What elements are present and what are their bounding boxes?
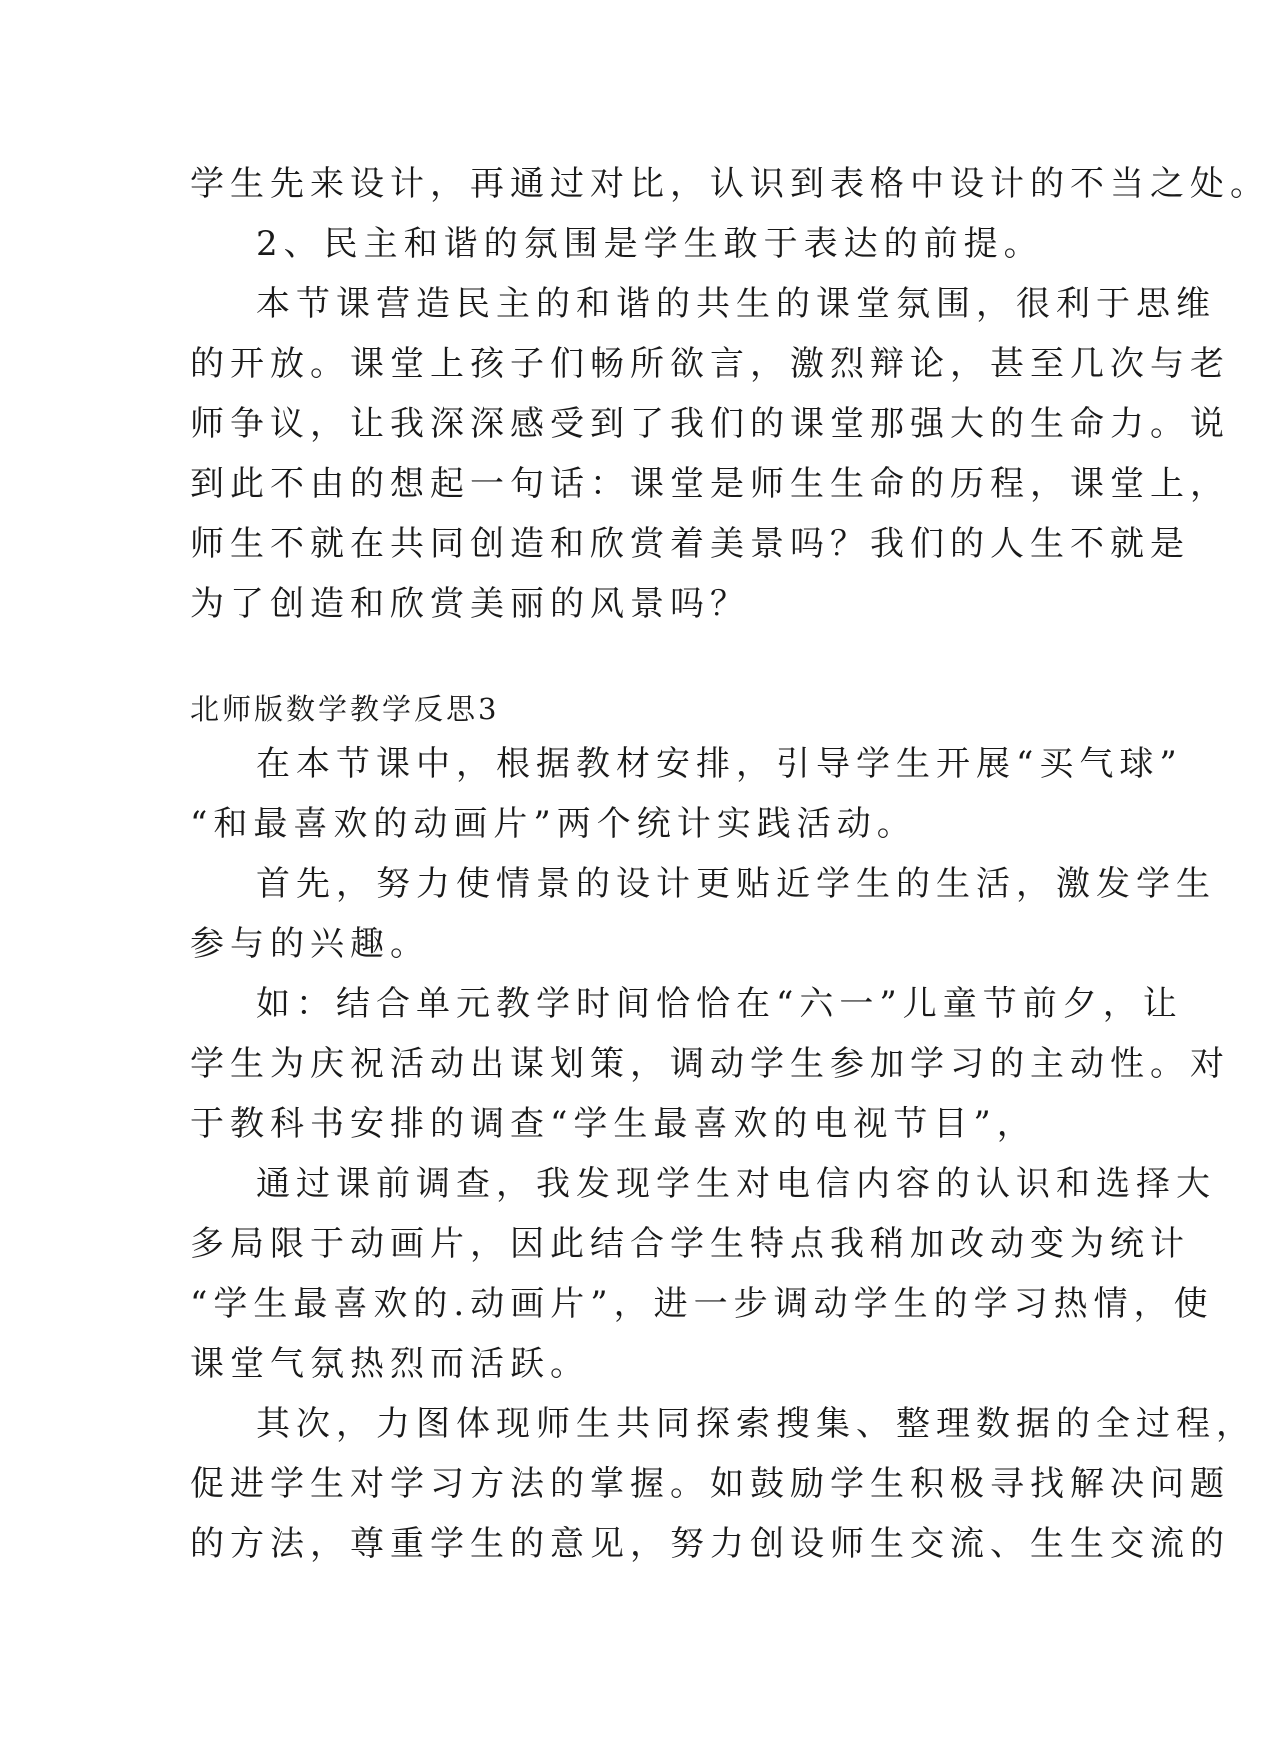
text-line: 学生为庆祝活动出谋划策，调动学生参加学习的主动性。对	[190, 1044, 1230, 1084]
text-line: 其次，力图体现师生共同探索搜集、整理数据的全过程，	[256, 1404, 1256, 1444]
text-line: 学生先来设计，再通过对比，认识到表格中设计的不当之处。	[190, 164, 1270, 204]
text-line: 通过课前调查，我发现学生对电信内容的认识和选择大	[256, 1164, 1216, 1204]
text-line: 到此不由的想起一句话：课堂是师生生命的历程，课堂上，	[190, 464, 1230, 504]
section-heading: 北师版数学教学反思3	[190, 692, 500, 726]
paragraph-block-1	[190, 154, 1270, 634]
text-line: 参与的兴趣。	[190, 924, 430, 964]
text-line: “学生最喜欢的.动画片”，进一步调动学生的学习热情，使	[190, 1284, 1214, 1324]
text-line: 多局限于动画片，因此结合学生特点我稍加改动变为统计	[190, 1224, 1190, 1264]
text-line: 为了创造和欣赏美丽的风景吗？	[190, 584, 750, 624]
text-line: 的开放。课堂上孩子们畅所欲言，激烈辩论，甚至几次与老	[190, 344, 1230, 384]
text-line: 促进学生对学习方法的掌握。如鼓励学生积极寻找解决问题	[190, 1464, 1230, 1504]
text-line: 本节课营造民主的和谐的共生的课堂氛围，很利于思维	[256, 284, 1216, 324]
text-line: 2、民主和谐的氛围是学生敢于表达的前提。	[256, 224, 1044, 264]
text-line: 于教科书安排的调查“学生最喜欢的电视节目”，	[190, 1104, 1037, 1144]
text-line: 如：结合单元教学时间恰恰在“六一”儿童节前夕，让	[256, 984, 1183, 1024]
paragraph-block-2	[190, 734, 1256, 1574]
text-line: 首先，努力使情景的设计更贴近学生的生活，激发学生	[256, 864, 1216, 904]
text-line: 的方法，尊重学生的意见，努力创设师生交流、生生交流的	[190, 1524, 1230, 1564]
text-line: 师争议，让我深深感受到了我们的课堂那强大的生命力。说	[190, 404, 1230, 444]
text-line: 课堂气氛热烈而活跃。	[190, 1344, 590, 1384]
text-line: “和最喜欢的动画片”两个统计实践活动。	[190, 804, 917, 844]
text-line: 师生不就在共同创造和欣赏着美景吗？我们的人生不就是	[190, 524, 1190, 564]
text-line: 在本节课中，根据教材安排，引导学生开展“买气球”	[256, 744, 1183, 784]
